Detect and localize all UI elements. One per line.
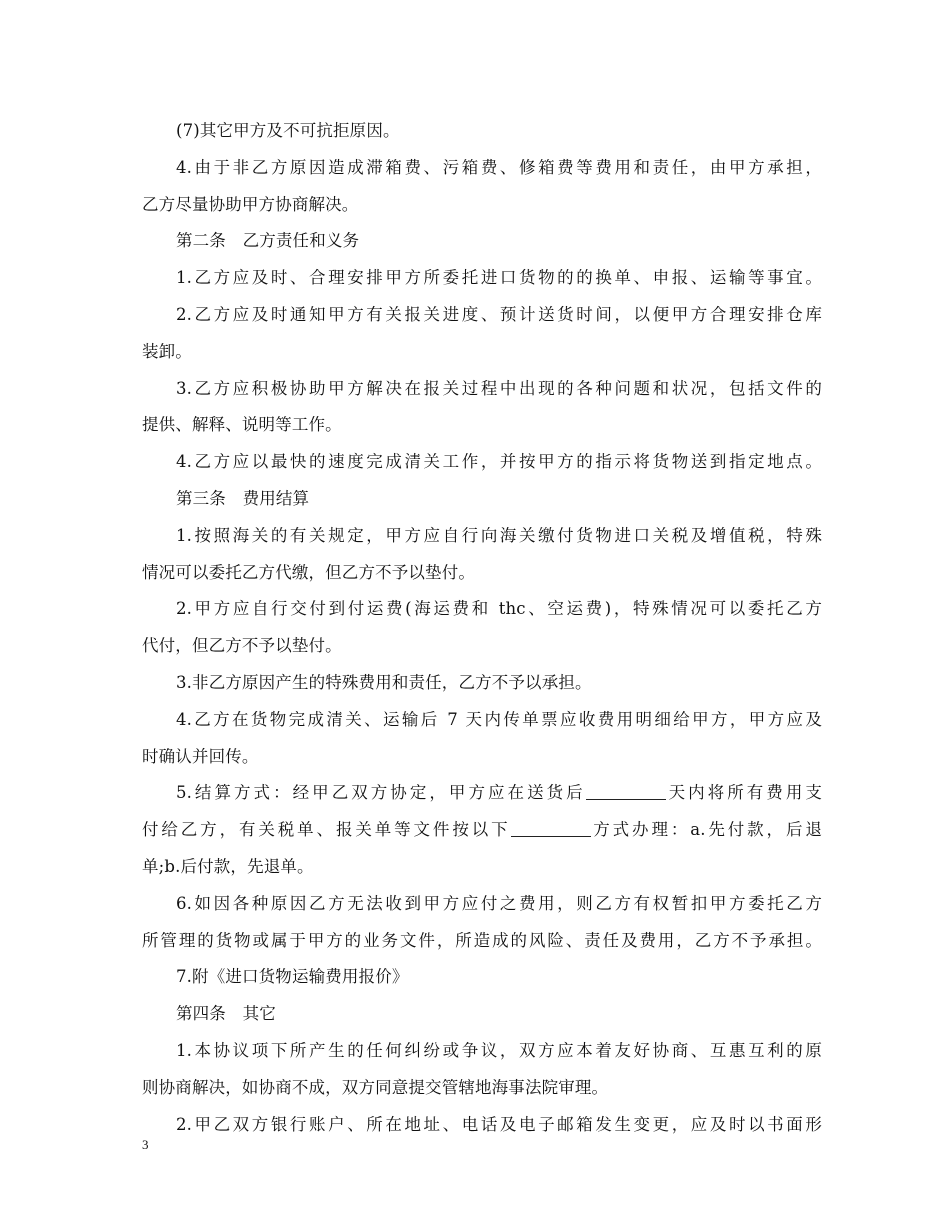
settlement-line-1	[142, 775, 822, 812]
paragraph-line: 则协商解决，如协商不成，双方同意提交管辖地海事法院审理。	[142, 1077, 609, 1097]
paragraph-line: 1.按照海关的有关规定，甲方应自行向海关缴付货物进口关税及增值税，特殊	[176, 525, 822, 545]
document-body	[142, 113, 822, 1143]
settlement-text: 付给乙方，有关税单、报关单等文件按以下	[142, 820, 511, 840]
paragraph-line: 2.甲乙双方银行账户、所在地址、电话及电子邮箱发生变更，应及时以书面形	[176, 1114, 822, 1134]
paragraph-line: 代付，但乙方不予以垫付。	[142, 636, 342, 656]
blank-days-field	[586, 779, 666, 800]
paragraph-line: 3.非乙方原因产生的特殊费用和责任，乙方不予以承担。	[176, 672, 592, 692]
paragraph-line: 所管理的货物或属于甲方的业务文件，所造成的风险、责任及费用，乙方不予承担。	[142, 930, 822, 950]
settlement-line-3: 单;b.后付款，先退单。	[142, 856, 314, 876]
paragraph-line: 6.如因各种原因乙方无法收到甲方应付之费用，则乙方有权暂扣甲方委托乙方	[176, 893, 822, 913]
paragraph-line: 情况可以委托乙方代缴，但乙方不予以垫付。	[142, 562, 475, 582]
paragraph-line: 2.甲方应自行交付到付运费(海运费和 thc、空运费)，特殊情况可以委托乙方	[176, 599, 822, 619]
paragraph-line: 2.乙方应及时通知甲方有关报关进度、预计送货时间，以便甲方合理安排仓库	[176, 304, 822, 324]
settlement-text: 5.结算方式：经甲乙双方协定，甲方应在送货后	[176, 783, 586, 803]
paragraph-line: 乙方尽量协助甲方协商解决。	[142, 194, 359, 214]
page-number: 3	[142, 1137, 149, 1152]
paragraph-line: 提供、解释、说明等工作。	[142, 415, 342, 435]
paragraph-line: 第四条 其它	[176, 1004, 276, 1024]
paragraph-line: 7.附《进口货物运输费用报价》	[176, 967, 409, 987]
paragraph-line: 4.由于非乙方原因造成滞箱费、污箱费、修箱费等费用和责任，由甲方承担，	[176, 157, 822, 177]
settlement-text: 天内将所有费用支	[665, 783, 822, 803]
paragraph-line: 第三条 费用结算	[176, 488, 310, 508]
paragraph-line: 第二条 乙方责任和义务	[176, 231, 360, 251]
paragraph-line: 装卸。	[142, 341, 192, 361]
paragraph-line: 4.乙方在货物完成清关、运输后 7 天内传单票应收费用明细给甲方，甲方应及	[176, 709, 822, 729]
settlement-text: 方式办理：a.先付款，后退	[590, 820, 822, 840]
settlement-line-2	[142, 812, 822, 849]
paragraph-line: 时确认并回传。	[142, 746, 259, 766]
paragraph-line: 4.乙方应以最快的速度完成清关工作，并按甲方的指示将货物送到指定地点。	[176, 452, 822, 472]
blank-method-field	[511, 816, 591, 837]
paragraph-line: (7)其它甲方及不可抗拒原因。	[176, 121, 400, 140]
paragraph-line: 1.本协议项下所产生的任何纠纷或争议，双方应本着友好协商、互惠互利的原	[176, 1040, 822, 1060]
paragraph-line: 3.乙方应积极协助甲方解决在报关过程中出现的各种问题和状况，包括文件的	[176, 378, 822, 398]
paragraph-line: 1.乙方应及时、合理安排甲方所委托进口货物的的换单、申报、运输等事宜。	[176, 268, 822, 288]
